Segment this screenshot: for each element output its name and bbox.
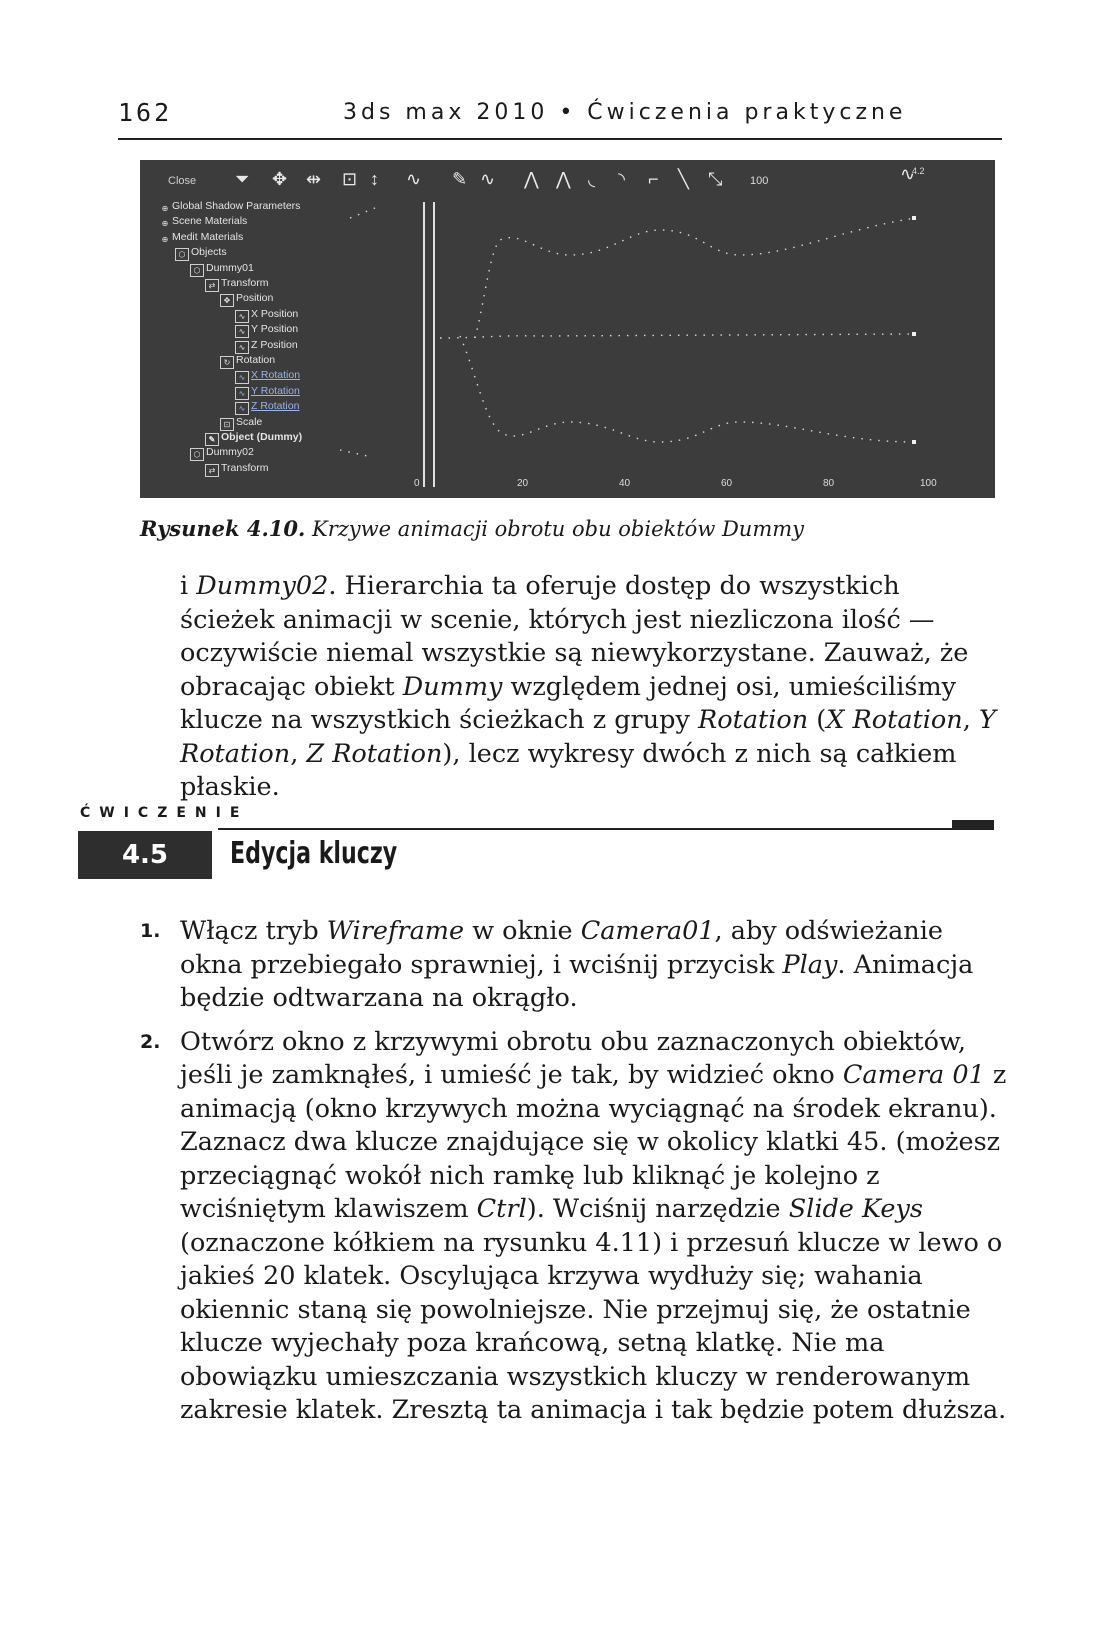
transform-icon: ⇄ xyxy=(205,279,219,292)
key-end-1 xyxy=(912,216,916,220)
curve-track-icon: ∿ xyxy=(235,310,249,323)
move-keys-icon[interactable]: ✥ xyxy=(272,169,288,189)
text-run: (oznaczone kółkiem na rysunku 4.11) i przesuń klucze w lewo o jakieś 20 klatek. Oscylująca krzywa wydłuży się; wahania okiennic staną się powolniejsze. Nie przejmuj się, że ostatnie klucze wyjechały poza krańcową, setną klatkę. Nie ma obowiązku umieszczania wszystkich kluczy w renderowanym zakresie klatek. Zresztą ta animacja i tak będzie potem dłuższa. xyxy=(180,1227,1007,1425)
key-end-3 xyxy=(912,440,916,444)
plus-circle-icon: ⊕ xyxy=(161,204,169,213)
text-run: , xyxy=(290,738,307,769)
text-run: i xyxy=(180,571,197,601)
page-number: 162 xyxy=(118,98,173,127)
text-run: . Hierarchia ta oferuje dostęp do wszystkich ścieżek animacji w scenie, których jest niezliczona ilość — oczywiście niemal wszystkie są niewykorzystane. Zauważ, że obracając obiekt xyxy=(180,571,969,702)
text-run: . Animacja będzie odtwarzana na okrągło. xyxy=(180,949,974,1013)
text-run: w oknie xyxy=(464,916,581,946)
scale-keys-icon[interactable]: ⊡ xyxy=(342,169,358,189)
draw-curves-icon[interactable]: ✎ xyxy=(452,169,468,189)
curve-middle xyxy=(440,334,915,338)
list-item xyxy=(140,915,1010,1016)
curve-track-icon: ∿ xyxy=(235,387,249,400)
tangent-linear-icon[interactable]: ╲ xyxy=(678,169,689,189)
body-paragraph xyxy=(180,570,1000,805)
filter-icon[interactable]: ⏷ xyxy=(235,169,250,189)
dummy-icon: ⬡ xyxy=(190,448,204,461)
axis-tick: 40 xyxy=(619,478,631,489)
list-number: 1. xyxy=(140,920,161,942)
tree-item-label: Scene Materials xyxy=(172,215,248,228)
exercise-number: 4.5 xyxy=(78,831,212,879)
emphasis-text: Play xyxy=(782,949,838,980)
curve-track-icon: ∿ xyxy=(235,325,249,338)
axis-tick: 60 xyxy=(721,478,733,489)
position-icon: ✥ xyxy=(220,294,234,307)
caption-label: Rysunek 4.10. xyxy=(140,516,306,541)
emphasis-text: Wireframe xyxy=(326,916,465,946)
rotation-curves xyxy=(340,208,915,457)
list-number: 2. xyxy=(140,1030,161,1053)
tangent-auto-icon[interactable]: ⋀ xyxy=(524,169,539,189)
transform-icon: ⇄ xyxy=(205,464,219,477)
text-run: Włącz tryb xyxy=(180,916,327,946)
axis-tick: 100 xyxy=(920,478,937,489)
objects-icon: ⬡ xyxy=(175,248,189,261)
emphasis-text: Dummy xyxy=(402,671,503,702)
emphasis-text: Rotation xyxy=(698,705,809,735)
emphasis-text: Slide Keys xyxy=(788,1194,923,1224)
slide-keys-icon[interactable]: ⇹ xyxy=(306,169,322,189)
value-readout: 4.2 xyxy=(912,166,925,176)
curve-lower xyxy=(460,336,915,442)
tree-item-label: Dummy02 xyxy=(206,446,254,459)
tree-item-label: X Position xyxy=(251,307,299,320)
tree-item-label: Rotation xyxy=(236,354,276,366)
list-item xyxy=(140,1026,1010,1428)
text-run: , aby odświeżanie okna przebiegało sprawniej, i wciśnij przycisk xyxy=(180,916,943,980)
exercise-title: Edycja kluczy xyxy=(230,836,398,871)
tree-item-label: Objects xyxy=(191,246,227,259)
text-run: ), lecz wykresy dwóch z nich są całkiem płaskie. xyxy=(180,738,957,802)
emphasis-text: Ctrl xyxy=(476,1194,527,1224)
emphasis-text: Camera 01 xyxy=(842,1060,985,1090)
scale-values-icon[interactable]: ↕ xyxy=(370,169,379,189)
tree-item-label: Medit Materials xyxy=(172,230,244,243)
emphasis-text: Camera01 xyxy=(580,916,715,946)
plus-circle-icon: ⊕ xyxy=(161,234,169,244)
exercise-rule-mark xyxy=(952,820,994,829)
scale-icon: ⊡ xyxy=(220,418,234,431)
text-run: z animacją (okno krzywych można wyciągnąć na środek ekranu). Zaznacz dwa klucze znajdujące się w okolicy klatki 45. (możesz przeciągnąć wokół nich ramkę lub kliknąć je kolejno z wciśniętym klawiszem xyxy=(180,1060,1007,1224)
axis-tick: 80 xyxy=(823,478,835,489)
tangent-fast-icon[interactable]: ◟ xyxy=(588,169,595,189)
tree-item-label: Transform xyxy=(221,277,269,289)
figure-caption xyxy=(140,516,804,541)
dummy-icon: ⬡ xyxy=(190,264,204,277)
axis-tick: 0 xyxy=(414,478,420,489)
text-run: względem jednej osi, umieściliśmy klucze na wszystkich ścieżkach z grupy xyxy=(180,671,957,735)
caption-text: Krzywe animacji obrotu obu obiektów Dummy xyxy=(305,517,805,541)
text-run: ( xyxy=(808,705,827,735)
curve-editor-figure xyxy=(140,160,995,498)
text-run: Otwórz okno z krzywymi obrotu obu zaznaczonych obiektów, jeśli je zamknąłeś, i umieść je tak, by widzieć okno xyxy=(180,1026,966,1090)
tree-item-label: Global Shadow Parameters xyxy=(172,200,301,212)
tangent-step-icon[interactable]: ⌐ xyxy=(648,169,659,189)
rotation-icon: ↻ xyxy=(220,356,234,369)
curve-track-icon: ∿ xyxy=(235,341,249,354)
emphasis-text: X Rotation xyxy=(826,705,963,735)
reduce-keys-icon[interactable]: ∿ xyxy=(480,169,496,189)
curve-graph[interactable] xyxy=(140,160,995,498)
tree-item-label: X Rotation xyxy=(251,369,301,382)
show-tangents-icon[interactable]: ∿ xyxy=(900,164,916,184)
curve-upper xyxy=(475,218,915,338)
tree-item-label: Y Position xyxy=(251,323,299,336)
text-run: ). Wciśnij narzędzie xyxy=(526,1194,789,1224)
key-end-2 xyxy=(912,332,916,336)
plus-circle-icon: ⊕ xyxy=(161,219,169,229)
steps-list xyxy=(140,915,1010,1438)
add-keys-icon[interactable]: ∿ xyxy=(406,169,422,189)
tree-item-label: Object (Dummy) xyxy=(221,431,303,443)
object-icon: ✎ xyxy=(205,433,219,446)
running-header xyxy=(118,98,1002,140)
curve-track-icon: ∿ xyxy=(235,402,249,415)
tree-item-label: Dummy01 xyxy=(206,261,254,274)
text-run: , xyxy=(962,705,979,735)
tangent-slow-icon[interactable]: ◝ xyxy=(618,169,625,189)
tangent-smooth-icon[interactable]: ⤡ xyxy=(708,169,723,189)
emphasis-text: Dummy02 xyxy=(196,571,329,601)
exercise-rule xyxy=(218,828,994,830)
tree-item-label: Z Position xyxy=(251,338,298,351)
exercise-label: ĆWICZENIE xyxy=(80,805,249,821)
tree-item-label: Position xyxy=(236,292,274,305)
curve-track-icon: ∿ xyxy=(235,371,249,384)
emphasis-text: Y Rotation xyxy=(180,705,996,769)
tree-item-label: Transform xyxy=(221,461,269,474)
curve-left-fragment-2 xyxy=(340,450,372,457)
curve-left-fragment xyxy=(350,208,375,218)
tree-item-label: Z Rotation xyxy=(251,400,300,413)
tree-item-label: Y Rotation xyxy=(251,384,300,397)
axis-tick: 20 xyxy=(517,478,529,489)
close-button[interactable]: Close xyxy=(168,175,197,187)
tree-item-label: Scale xyxy=(236,415,263,428)
tangent-custom-icon[interactable]: ⋀ xyxy=(556,169,571,189)
running-title: 3ds max 2010 • Ćwiczenia praktyczne xyxy=(343,100,907,125)
frame-value: 100 xyxy=(750,175,769,187)
emphasis-text: Z Rotation xyxy=(306,738,443,769)
